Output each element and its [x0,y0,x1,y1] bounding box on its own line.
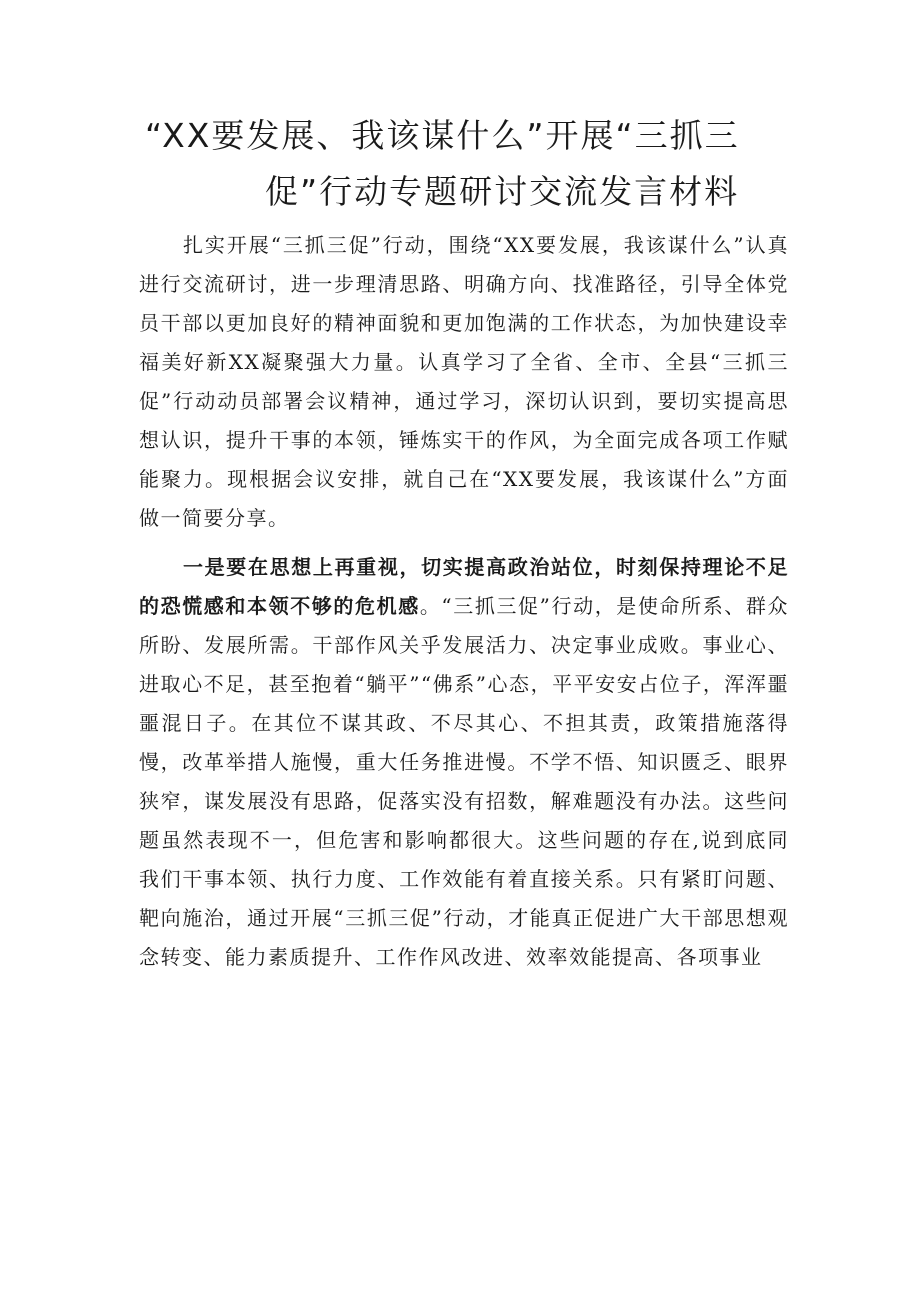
paragraph-intro: 扎实开展“三抓三促”行动，围绕“XX要发展，我该谋什么”认真进行交流研讨，进一步理清思路、明确方向、找准路径，引导全体党员干部以更加良好的精神面貌和更加饱满的工作状态，为加快建设幸福美好新XX凝聚强大力量。认真学习了全省、全市、全县“三抓三促”行动动员部署会议精神，通过学习，深切认识到，要切实提高思想认识，提升干事的本领，锤炼实干的作风，为全面完成各项工作赋能聚力。现根据会议安排，就自己在“XX要发展，我该谋什么”方面做一简要分享。 [139,233,789,530]
document-body [139,226,789,977]
title-line-1: “XX要发展、我该谋什么”开展“三抓三 [145,116,740,155]
title-line-2: 促”行动专题研讨交流发言材料 [265,172,740,211]
paragraph-point-one [139,548,789,977]
paragraph-point-one-text: 。“三抓三促”行动，是使命所系、群众所盼、发展所需。干部作风关乎发展活力、决定事业成败。事业心、进取心不足，甚至抱着“躺平”“佛系”心态，平平安安占位子，浑浑噩噩混日子。在其位不谋其政、不尽其心、不担其责，政策措施落得慢，改革举措人施慢，重大任务推进慢。不学不悟、知识匮乏、眼界狭窄，谋发展没有思路，促落实没有招数，解难题没有办法。这些问题虽然表现不一，但危害和影响都很大。这些问题的存在,说到底同我们干事本领、执行力度、工作效能有着直接关系。只有紧盯问题、靶向施治，通过开展“三抓三促”行动，才能真正促进广大干部思想观念转变、能力素质提升、工作作风改进、效率效能提高、各项事业 [139,594,790,969]
document-title [120,108,820,220]
paragraph-point-one-heading: 一是要在思想上再重视，切实提高政治站位，时刻保持理论不足的恐慌感和本领不够的危机感 [139,555,789,618]
